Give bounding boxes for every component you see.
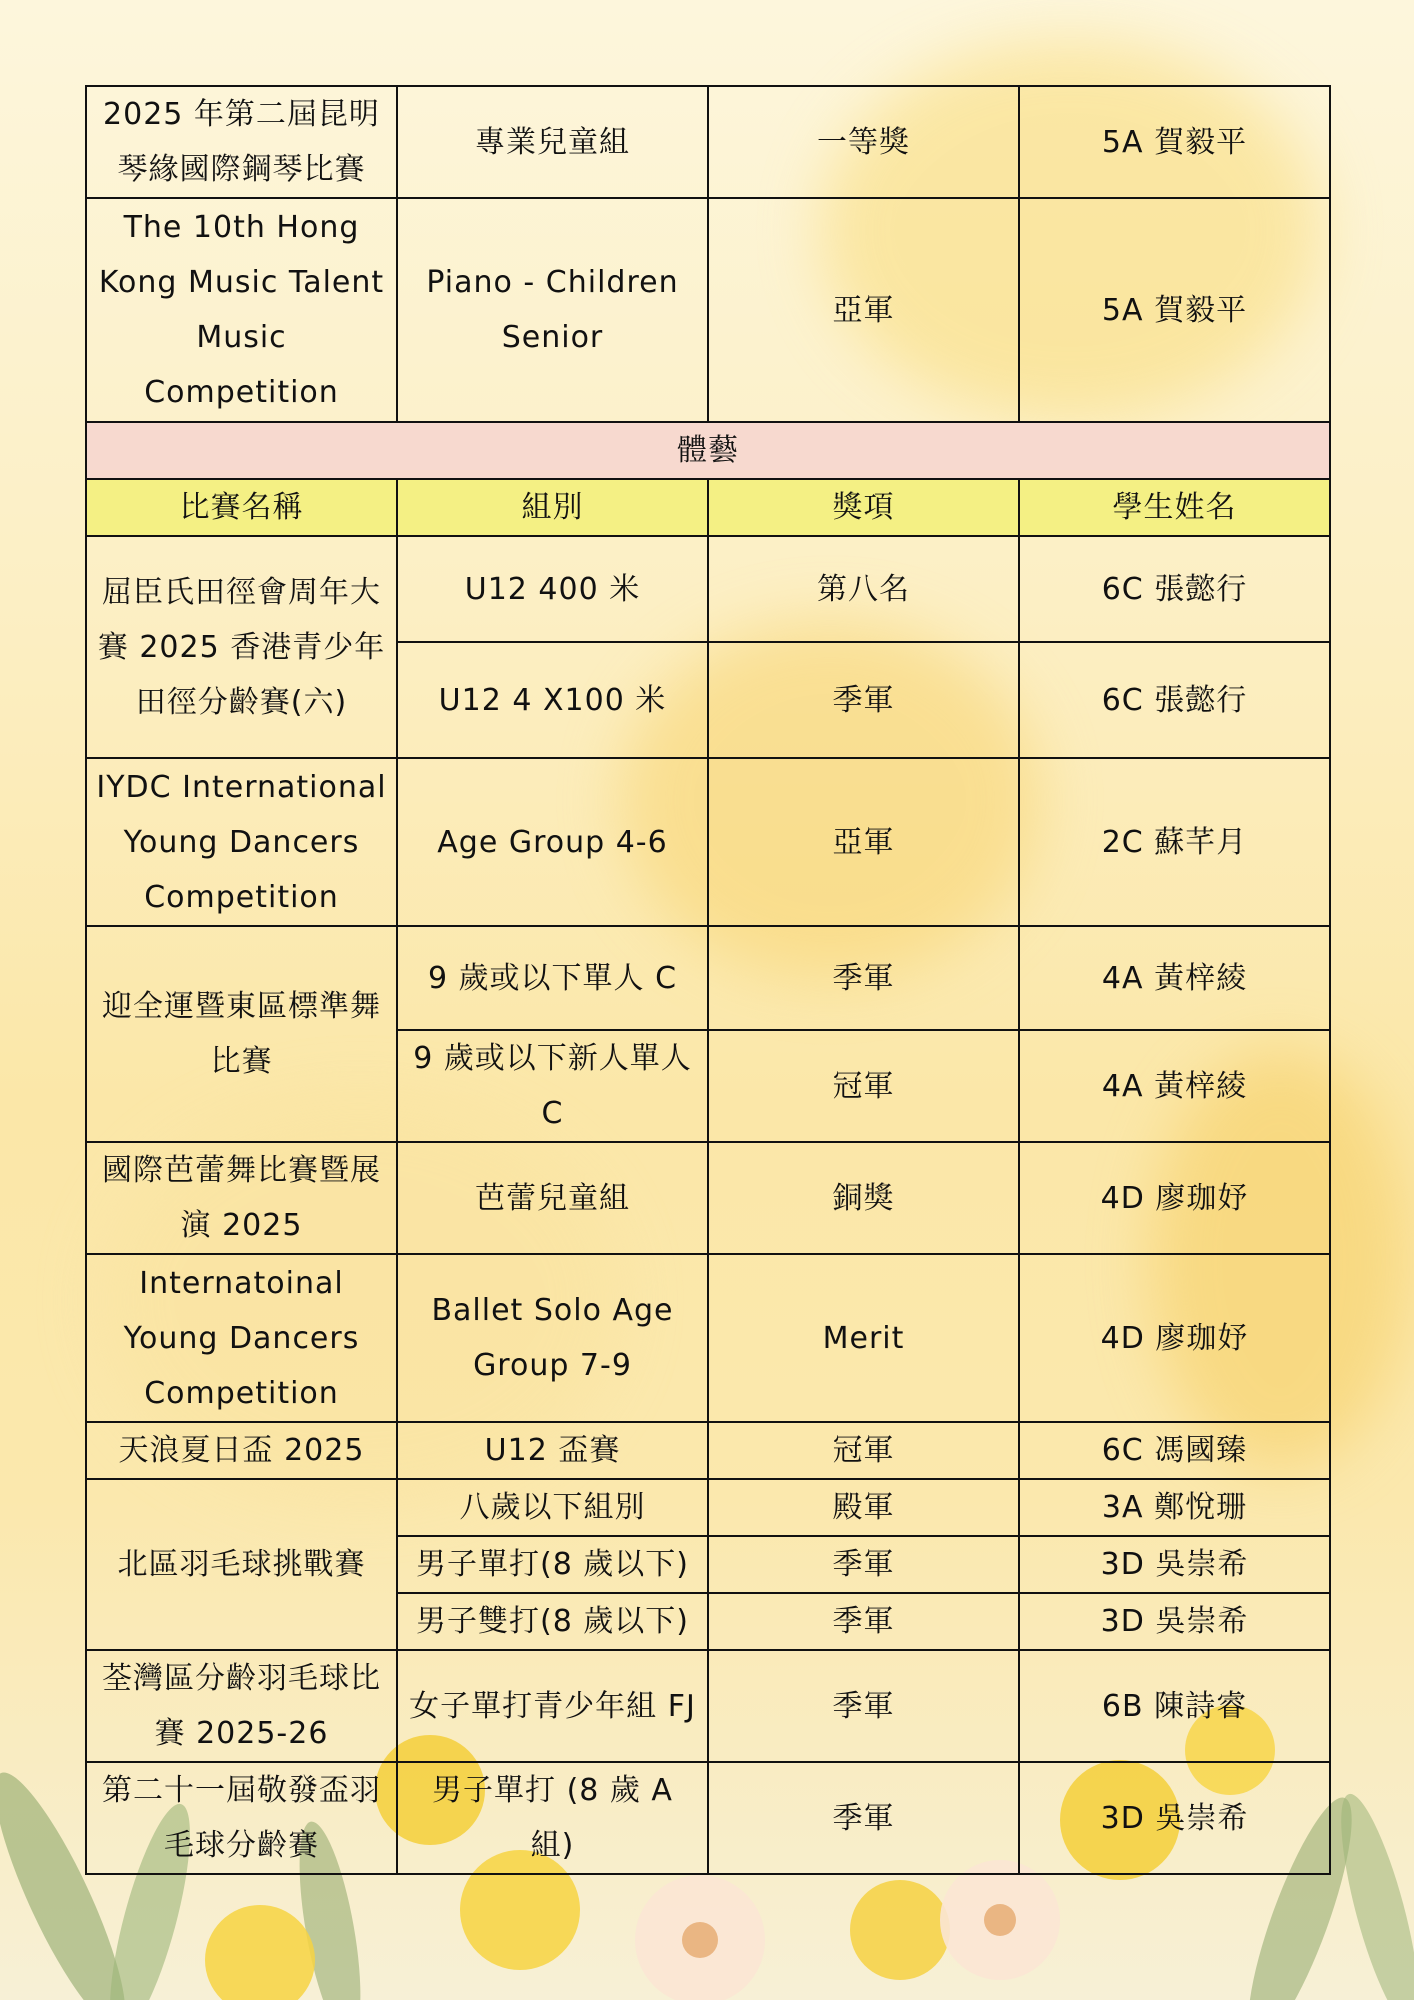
table-row xyxy=(86,1142,1330,1254)
section-title: 體藝 xyxy=(86,422,1330,479)
student-name: 6B 陳詩睿 xyxy=(1019,1650,1330,1762)
award: 季軍 xyxy=(708,1650,1019,1762)
student-name: 5A 賀毅平 xyxy=(1019,86,1330,198)
competition-name: 迎全運暨東區標準舞比賽 xyxy=(86,926,397,1142)
header-award: 獎項 xyxy=(708,479,1019,536)
section-row xyxy=(86,422,1330,479)
student-name: 6C 張懿行 xyxy=(1019,642,1330,758)
group-name: Ballet Solo Age Group 7-9 xyxy=(397,1254,708,1422)
group-name: 男子雙打(8 歲以下) xyxy=(397,1593,708,1650)
award: 亞軍 xyxy=(708,198,1019,422)
award: 殿軍 xyxy=(708,1479,1019,1536)
award: 亞軍 xyxy=(708,758,1019,926)
competition-name: 第二十一屆敬發盃羽毛球分齡賽 xyxy=(86,1762,397,1874)
group-name: 9 歲或以下單人 C xyxy=(397,926,708,1030)
header-row xyxy=(86,479,1330,536)
table-row xyxy=(86,926,1330,1030)
competition-name: IYDC International Young Dancers Competition xyxy=(86,758,397,926)
student-name: 4D 廖珈妤 xyxy=(1019,1254,1330,1422)
competition-name: The 10th Hong Kong Music Talent Music Competition xyxy=(86,198,397,422)
award: 一等獎 xyxy=(708,86,1019,198)
group-name: 男子單打 (8 歲 A 組) xyxy=(397,1762,708,1874)
award: 季軍 xyxy=(708,642,1019,758)
competition-name: 2025 年第二屆昆明琴緣國際鋼琴比賽 xyxy=(86,86,397,198)
table-row xyxy=(86,1650,1330,1762)
student-name: 4D 廖珈妤 xyxy=(1019,1142,1330,1254)
competition-name: 國際芭蕾舞比賽暨展演 2025 xyxy=(86,1142,397,1254)
group-name: U12 盃賽 xyxy=(397,1422,708,1479)
table-row xyxy=(86,1762,1330,1874)
table-row xyxy=(86,758,1330,926)
student-name: 2C 蘇芊月 xyxy=(1019,758,1330,926)
competition-name: 北區羽毛球挑戰賽 xyxy=(86,1479,397,1650)
student-name: 3D 吳崇希 xyxy=(1019,1536,1330,1593)
table-row xyxy=(86,1254,1330,1422)
table-row xyxy=(86,536,1330,642)
student-name: 3D 吳崇希 xyxy=(1019,1762,1330,1874)
student-name: 6C 馮國臻 xyxy=(1019,1422,1330,1479)
awards-table xyxy=(85,85,1331,1875)
group-name: U12 400 米 xyxy=(397,536,708,642)
award: 季軍 xyxy=(708,1762,1019,1874)
competition-name: Internatoinal Young Dancers Competition xyxy=(86,1254,397,1422)
student-name: 5A 賀毅平 xyxy=(1019,198,1330,422)
award: Merit xyxy=(708,1254,1019,1422)
table-row xyxy=(86,86,1330,198)
student-name: 4A 黃梓綾 xyxy=(1019,1030,1330,1142)
group-name: 專業兒童組 xyxy=(397,86,708,198)
competition-name: 天浪夏日盃 2025 xyxy=(86,1422,397,1479)
student-name: 3D 吳崇希 xyxy=(1019,1593,1330,1650)
student-name: 6C 張懿行 xyxy=(1019,536,1330,642)
group-name: 芭蕾兒童組 xyxy=(397,1142,708,1254)
header-competition: 比賽名稱 xyxy=(86,479,397,536)
header-group: 組別 xyxy=(397,479,708,536)
group-name: Age Group 4-6 xyxy=(397,758,708,926)
competition-name: 屈臣氏田徑會周年大賽 2025 香港青少年田徑分齡賽(六) xyxy=(86,536,397,758)
competition-name: 荃灣區分齡羽毛球比賽 2025-26 xyxy=(86,1650,397,1762)
award: 銅獎 xyxy=(708,1142,1019,1254)
award: 第八名 xyxy=(708,536,1019,642)
group-name: 八歲以下組別 xyxy=(397,1479,708,1536)
group-name: 男子單打(8 歲以下) xyxy=(397,1536,708,1593)
table-row xyxy=(86,1479,1330,1536)
table-row xyxy=(86,1422,1330,1479)
header-student: 學生姓名 xyxy=(1019,479,1330,536)
group-name: 女子單打青少年組 FJ xyxy=(397,1650,708,1762)
group-name: 9 歲或以下新人單人 C xyxy=(397,1030,708,1142)
group-name: U12 4 X100 米 xyxy=(397,642,708,758)
table-row xyxy=(86,198,1330,422)
award: 冠軍 xyxy=(708,1422,1019,1479)
award: 冠軍 xyxy=(708,1030,1019,1142)
student-name: 4A 黃梓綾 xyxy=(1019,926,1330,1030)
student-name: 3A 鄭悅珊 xyxy=(1019,1479,1330,1536)
award: 季軍 xyxy=(708,1593,1019,1650)
group-name: Piano - Children Senior xyxy=(397,198,708,422)
award: 季軍 xyxy=(708,926,1019,1030)
award: 季軍 xyxy=(708,1536,1019,1593)
